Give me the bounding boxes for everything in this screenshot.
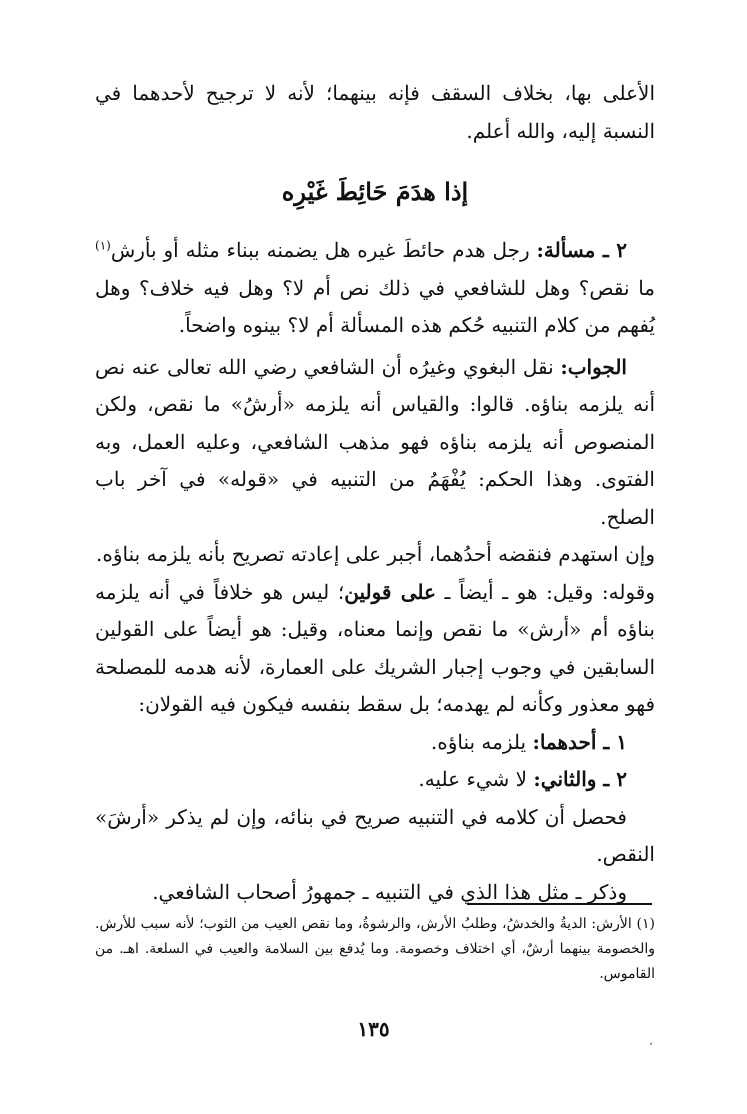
- question-label: ٢ ـ مسألة:: [536, 238, 627, 262]
- footnote-reference[interactable]: (١): [95, 238, 111, 253]
- footnote: (١) الأرش: الديةُ والخدشُ، وطلبُ الأرش، والرشوةُ، وما نقص العيب من الثوب؛ لأنه سبب للأرش. والخصومة بينهما أرشٌ، أي اختلاف وخصومة. وما يُدفع بين السلامة والعيب في السلعة. اهـ. من القاموس.: [95, 916, 655, 982]
- list-item-label: ١ ـ أحدهما:: [532, 729, 627, 754]
- main-text: [95, 75, 655, 911]
- list-item: [95, 761, 655, 799]
- list-item-text: يلزمه بناؤه.: [430, 729, 527, 754]
- page-number: ١٣٥: [357, 1017, 390, 1041]
- saying-bold-phrase: على قولين: [344, 579, 436, 604]
- answer-paragraph: [95, 349, 655, 537]
- reconstruction-paragraph: وإن استهدم فنقضه أحدُهما، أجبر على إعادته تصريح بأنه يلزمه بناؤه.: [96, 542, 655, 566]
- answer-text: نقل البغوي وغيرُه أن الشافعي رضي الله تعالى عنه نص أنه يلزمه بناؤه. قالوا: والقياس أنه يلزمه «أرشُ» ما نقص، ولكن المنصوص أنه يلزمه بناؤه فهو مذهب الشافعي، وعليه العمل، وبه الفتوى. وهذا الحكم: يُفْهَمُ من التنبيه في «قوله» في آخر باب الصلح.: [95, 354, 655, 529]
- section-heading: إذا هدَمَ حَائِطَ غَيْرِه: [281, 177, 469, 206]
- list-item-label: ٢ ـ والثاني:: [533, 767, 627, 791]
- saying-paragraph: [95, 574, 655, 724]
- saying-text-end: ؛ ليس هو خلافاً في أنه يلزمه بناؤه أم «أرش» ما نقص وإنما معناه، وقيل: هو أيضاً على القولين السابقين في وجوب إجبار الشريك على العمارة، لأنه هدمه للمصلحة فهو معذور وكأنه لم يهدمه؛ بل سقط بنفسه فيكون فيه القولان:: [95, 579, 655, 716]
- question-text-start: رجل هدم حائطَ غيره هل يضمنه ببناء مثله أو بأرش: [110, 238, 530, 262]
- question-paragraph: [95, 232, 655, 345]
- corner-mark: ،: [649, 1035, 653, 1048]
- question-text-end: ما نقص؟ وهل للشافعي في ذلك نص أم لا؟ وهل فيه خلاف؟ وهل يُفهم من كلام التنبيه حُكم هذه المسألة أم لا؟ بينوه واضحاً.: [95, 275, 655, 337]
- list-item: [95, 724, 655, 762]
- list-item-text: لا شيء عليه.: [418, 767, 528, 791]
- intro-paragraph: الأعلى بها، بخلاف السقف فإنه بينهما؛ لأنه لا ترجيح لأحدهما في النسبة إليه، والله أعلم.: [95, 81, 655, 143]
- footnote-divider: [467, 903, 652, 905]
- saying-text-start: وقوله: وقيل: هو ـ أيضاً ـ: [435, 579, 656, 604]
- answer-label: الجواب:: [560, 354, 627, 379]
- conclusion-paragraph: فحصل أن كلامه في التنبيه صريح في بنائه، وإن لم يذكر «أرشَ» النقص.: [95, 804, 655, 866]
- closing-paragraph: وذكر ـ مثل هذا الذي في التنبيه ـ جمهورُ أصحاب الشافعي.: [152, 879, 627, 904]
